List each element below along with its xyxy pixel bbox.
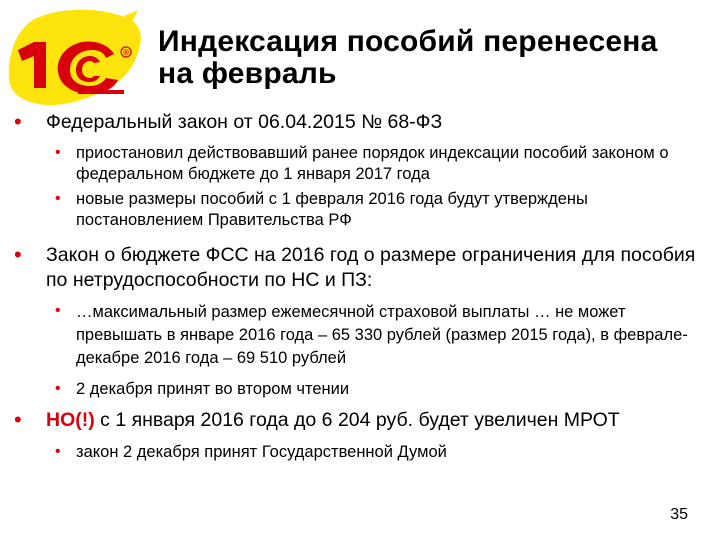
bullet-3-main: с 1 января 2016 года до 6 204 руб. будет увеличен МРОТ [94,409,620,431]
bullet-2-sub-1: …максимальный размер ежемесячной страховой выплаты … не может превышать в январе 2016 года – 65 330 рублей (размер 2015 года), в феврале-декабре 2016 года – 69 510 рублей [76,303,688,367]
1c-logo-icon [4,6,146,110]
bullet-2-text: Закон о бюджете ФСС на 2016 год о размере ограничения для пособия по нетрудоспособности по НС и ПЗ: [46,244,696,291]
bullet-3-text [46,408,698,433]
bullet-1-text: Федеральный закон от 06.04.2015 № 68-ФЗ [46,111,443,133]
page-number: 35 [670,506,688,523]
1c-logo [4,6,146,110]
slide-title-line-1: Индексация пособий перенесена [158,25,658,58]
red-dot-bullet-icon: • [14,109,22,134]
red-dot-bullet-icon: • [55,443,61,460]
red-dot-bullet-icon: • [14,407,22,432]
slide-title-line-2: на февраль [158,57,337,90]
red-dot-bullet-icon: • [55,302,61,319]
red-dot-bullet-icon: • [14,242,22,267]
logo-underline [78,90,124,94]
bullet-2-sub-2: 2 декабря принят во втором чтении [76,380,350,398]
logo-registered-mark: ® [123,48,129,57]
bullet-3-accent: НО(!) [46,409,95,431]
red-dot-bullet-icon: • [55,380,61,397]
red-dot-bullet-icon: • [55,190,61,207]
slide-title [158,26,698,90]
bullet-1-sub-2: новые размеры пособий с 1 февраля 2016 года будут утверждены постановлением Правительства РФ [76,190,588,229]
bullet-1-sub-1: приостановил действовавший ранее порядок индексации пособий законом о федеральном бюджете до 1 января 2017 года [76,144,669,183]
bullet-3-sub-1: закон 2 декабря принят Государственной Думой [76,443,447,461]
red-dot-bullet-icon: • [55,144,61,161]
